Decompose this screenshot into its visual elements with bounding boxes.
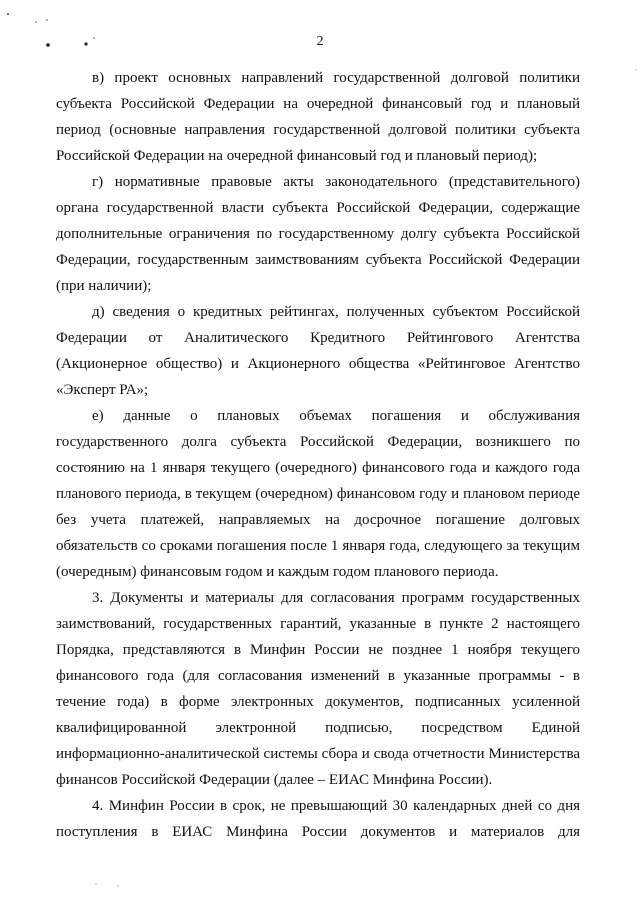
- paragraph-item-3: 3. Документы и материалы для согласования программ государственных заимствований, государственных гарантий, указанные в пункте 2 настоящего Порядка, представляются в Минфин России не позднее 1 ноября текущего финансового года (для согласования изменений в указанные программы - в течение года) в форме электронных документов, подписанных усиленной квалифицированной электронной подписью, посредством Единой информационно-аналитической системы сбора и свода отчетности Министерства финансов Российской Федерации (далее – ЕИАС Минфина России).: [56, 590, 580, 788]
- page-number: 2: [316, 34, 324, 49]
- paragraph-subitem-v: в) проект основных направлений государственной долговой политики субъекта Российской Федерации на очередной финансовый год и плановый период (основные направления государственной долговой политики субъекта Российской Федерации на очередной финансовый год и плановый период);: [56, 70, 580, 164]
- paragraph-item-4: 4. Минфин России в срок, не превышающий 30 календарных дней со дня поступления в ЕИАС Минфина России документов и материалов для: [56, 798, 580, 840]
- paragraph-subitem-g: г) нормативные правовые акты законодательного (представительного) органа государственной власти субъекта Российской Федерации, содержащие дополнительные ограничения по государственному долгу субъекта Российской Федерации, государственным заимствованиям субъекта Российской Федерации (при наличии);: [56, 174, 580, 294]
- paragraph-subitem-d: д) сведения о кредитных рейтингах, полученных субъектом Российской Федерации от Аналитического Кредитного Рейтингового Агентства (Акционерное общество) и Акционерного общества «Рейтинговое Агентство «Эксперт РА»;: [56, 304, 580, 398]
- paragraph-subitem-e: е) данные о плановых объемах погашения и обслуживания государственного долга субъекта Российской Федерации, возникшего по состоянию на 1 января текущего (очередного) финансового года и каждого года планового периода, в текущем (очередном) финансовом году и плановом периоде без учета платежей, направляемых на досрочное погашение долговых обязательств со сроками погашения после 1 января года, следующего за текущим (очередным) финансовым годом и каждым годом планового периода.: [56, 408, 580, 580]
- document-body: [56, 65, 580, 845]
